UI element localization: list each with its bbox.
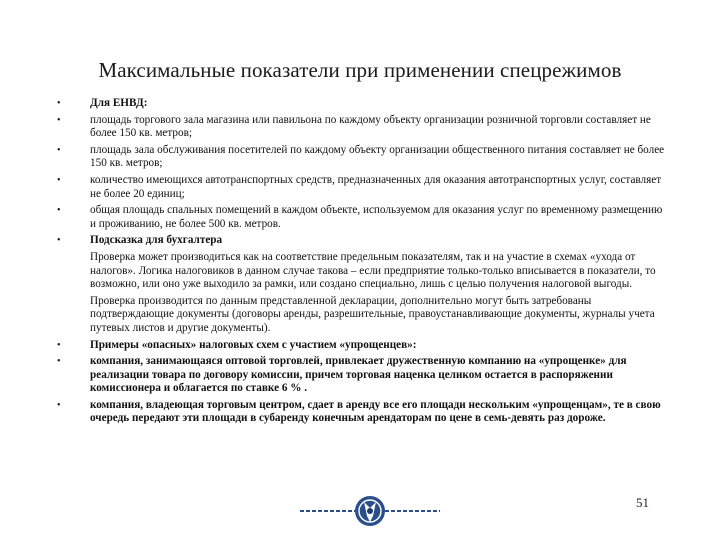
bullet-text: количество имеющихся автотранспортных средств, предназначенных для оказания автотранспортных услуг, составляет не более 20 единиц; [90, 173, 662, 200]
bullet-marker: • [57, 399, 61, 411]
bullet-marker: • [57, 114, 61, 126]
logo-emblem [355, 496, 385, 526]
bullet-item [56, 295, 668, 336]
slide-content [56, 97, 668, 426]
bullet-item [56, 204, 668, 231]
page-number: 51 [636, 495, 649, 510]
bullet-marker: • [57, 174, 61, 186]
bullet-marker: • [57, 339, 61, 351]
bullet-text: Примеры «опасных» налоговых схем с участием «упрощенцев»: [90, 338, 417, 351]
bullet-item [56, 114, 668, 141]
bullet-text: Проверка производится по данным представленной декларации, дополнительно могут быть затребованы подтверждающие документы (договоры аренды, разрешительные, правоустанавливающие документы, журналы учета путевых листов и другие документы). [90, 294, 655, 334]
bullet-text: компания, занимающаяся оптовой торговлей, привлекает дружественную компанию на «упрощенке» для реализации товара по договору комиссии, причем торговая наценка целиком остается в распоряжении комиссионера и облагается по ставке 6 % . [90, 355, 627, 395]
footer-logo [300, 494, 440, 534]
bullet-item [56, 144, 668, 171]
bullet-text: Подсказка для бухгалтера [90, 234, 223, 247]
bullet-item [56, 174, 668, 201]
slide-title: Максимальные показатели при применении спецрежимов [98, 58, 622, 82]
bullet-marker: • [57, 356, 61, 368]
bullet-item [56, 355, 668, 396]
bullet-text: площадь торгового зала магазина или павильона по каждому объекту организации розничной торговли составляет не более 150 кв. метров; [90, 113, 651, 140]
bullet-text: общая площадь спальных помещений в каждом объекте, используемом для оказания услуг по временному размещению и проживанию, не более 500 кв. метров. [90, 204, 663, 230]
bullet-item [56, 251, 668, 292]
bullet-item [56, 399, 668, 426]
bullet-item [56, 97, 668, 111]
bullet-marker: • [57, 98, 61, 109]
bullet-marker: • [57, 235, 61, 247]
bullet-marker: • [57, 205, 61, 217]
bullet-text: компания, владеющая торговым центром, сдает в аренду все его площади нескольким «упрощенцам», те в свою очередь передают эти площади в субаренду конечным арендаторам по цене в семь-девять раз дороже. [90, 398, 661, 425]
bullet-text: площадь зала обслуживания посетителей по каждому объекту организации общественного питания составляет не более 150 кв. метров; [90, 143, 665, 170]
bullet-item [56, 339, 668, 353]
bullet-item [56, 234, 668, 248]
bullet-text: Для ЕНВД: [90, 97, 148, 109]
bullet-list [56, 97, 668, 426]
bullet-text: Проверка может производиться как на соответствие предельным показателям, так и на участие в схемах «ухода от налогов». Логика налоговиков в данном случае такова – если предприятие только-только вписывается в показатели, то возможно, или оно уже выходило за рамки, или создано специально, лишь с целью получения налоговой выгоды. [90, 250, 656, 291]
bullet-marker: • [57, 144, 61, 156]
